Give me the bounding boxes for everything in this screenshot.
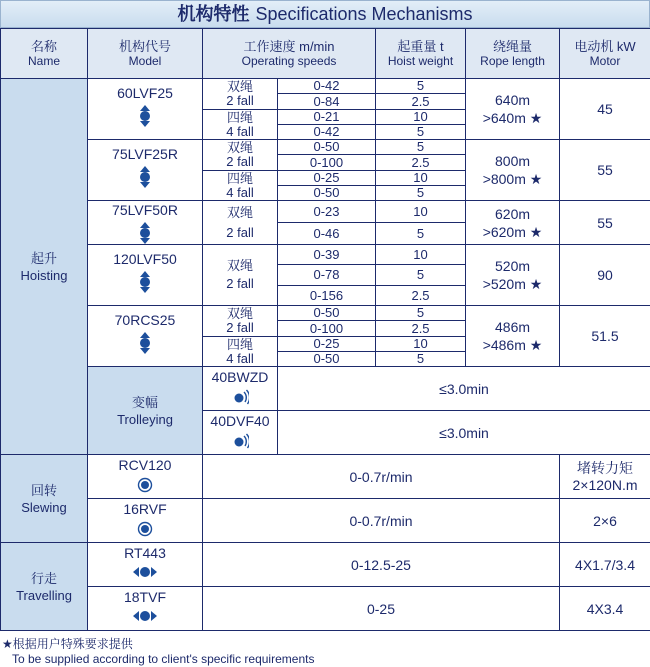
model-name: 75LVF25R — [88, 146, 202, 162]
model-name: 120LVF50 — [88, 251, 202, 267]
weight-cell: 5 — [376, 223, 466, 245]
table-row — [1, 201, 650, 223]
model-name: 18TVF — [88, 589, 202, 605]
header-rope: 绕绳量 Rope length — [466, 29, 560, 79]
trolley-signal-icon — [231, 389, 249, 405]
motor-cell: 51.5 — [560, 306, 650, 367]
hoist-arrow-icon — [138, 271, 152, 293]
category-travelling: 行走 Travelling — [1, 543, 88, 631]
rope-cell: 520m >520m ★ — [466, 245, 560, 306]
table-row — [1, 140, 650, 155]
fall-cell: 双绳 2 fall — [203, 140, 278, 171]
hoist-arrow-icon — [138, 105, 152, 127]
speed-cell: 0-100 — [278, 155, 376, 171]
model-name: RCV120 — [88, 457, 202, 473]
weight-cell: 5 — [376, 125, 466, 140]
table-row — [1, 245, 650, 265]
motor-cell: 堵转力矩 2×120N.m — [560, 455, 650, 499]
speed-cell: 0-46 — [278, 223, 376, 245]
table-row — [1, 367, 650, 411]
travel-arrow-icon — [133, 565, 157, 579]
header-model: 机构代号 Model — [88, 29, 203, 79]
rope-cell: 800m >800m ★ — [466, 140, 560, 201]
speed-cell: 0-25 — [203, 587, 560, 631]
model-name: 40DVF40 — [203, 413, 277, 429]
weight-cell: 2.5 — [376, 321, 466, 337]
weight-cell: 10 — [376, 110, 466, 125]
model-name: 70RCS25 — [88, 312, 202, 328]
model-cell — [88, 306, 203, 367]
fall-cell: 四绳 4 fall — [203, 337, 278, 367]
header-weight: 起重量 t Hoist weight — [376, 29, 466, 79]
table-row — [1, 79, 650, 94]
header-name: 名称 Name — [1, 29, 88, 79]
weight-cell: 5 — [376, 79, 466, 94]
trolley-signal-icon — [231, 433, 249, 449]
table-row — [1, 455, 650, 499]
weight-cell: 2.5 — [376, 155, 466, 171]
table-row — [1, 499, 650, 543]
speed-cell: 0-42 — [278, 125, 376, 140]
weight-cell: 5 — [376, 306, 466, 321]
speed-cell: 0-156 — [278, 286, 376, 306]
hoist-arrow-icon — [138, 166, 152, 188]
weight-cell: 5 — [376, 352, 466, 367]
motor-cell: 4X3.4 — [560, 587, 650, 631]
speed-cell: 0-100 — [278, 321, 376, 337]
weight-cell: 2.5 — [376, 94, 466, 110]
model-cell — [203, 367, 278, 411]
weight-cell: 5 — [376, 140, 466, 155]
speed-cell: 0-39 — [278, 245, 376, 265]
footnote — [2, 637, 314, 667]
motor-cell: 55 — [560, 140, 650, 201]
weight-cell: 10 — [376, 201, 466, 223]
speed-cell: 0-78 — [278, 265, 376, 286]
table-row — [1, 306, 650, 321]
motor-cell: 55 — [560, 201, 650, 245]
category-slewing: 回转 Slewing — [1, 455, 88, 543]
motor-cell: 2×6 — [560, 499, 650, 543]
table-row — [1, 543, 650, 587]
rope-cell: 640m >640m ★ — [466, 79, 560, 140]
speed-cell: 0-50 — [278, 140, 376, 155]
weight-cell: 5 — [376, 186, 466, 201]
motor-cell: 45 — [560, 79, 650, 140]
model-cell — [88, 79, 203, 140]
footnote-en: To be supplied according to client's specific requirements — [2, 652, 314, 667]
weight-cell: 10 — [376, 337, 466, 352]
fall-cell: 双绳 2 fall — [203, 306, 278, 337]
speed-cell: 0-50 — [278, 186, 376, 201]
model-name: 60LVF25 — [88, 85, 202, 101]
model-cell — [88, 455, 203, 499]
rope-cell: 486m >486m ★ — [466, 306, 560, 367]
fall-cell: 双绳 2 fall — [203, 245, 278, 306]
weight-cell: 2.5 — [376, 286, 466, 306]
hoist-arrow-icon — [138, 332, 152, 354]
model-cell — [88, 245, 203, 306]
speed-cell: 0-25 — [278, 337, 376, 352]
fall-cell: 四绳 4 fall — [203, 171, 278, 201]
speed-cell: 0-0.7r/min — [203, 499, 560, 543]
motor-cell: 4X1.7/3.4 — [560, 543, 650, 587]
speed-cell: 0-21 — [278, 110, 376, 125]
model-name: 16RVF — [88, 501, 202, 517]
motor-cell: 90 — [560, 245, 650, 306]
model-cell — [88, 543, 203, 587]
model-cell — [203, 411, 278, 455]
speed-cell: 0-23 — [278, 201, 376, 223]
category-hoisting: 起升 Hoisting — [1, 79, 88, 455]
header-motor: 电动机 kW Motor — [560, 29, 650, 79]
title-en: Specifications Mechanisms — [255, 4, 472, 24]
model-name: RT443 — [88, 545, 202, 561]
speed-cell: 0-12.5-25 — [203, 543, 560, 587]
speed-cell: ≤3.0min — [278, 411, 650, 455]
fall-cell: 双绳 2 fall — [203, 201, 278, 245]
model-cell — [88, 499, 203, 543]
page-title — [0, 0, 650, 28]
spec-table — [0, 28, 650, 631]
model-cell — [88, 201, 203, 245]
fall-cell: 双绳 2 fall — [203, 79, 278, 110]
travel-arrow-icon — [133, 609, 157, 623]
speed-cell: 0-25 — [278, 171, 376, 186]
weight-cell: 10 — [376, 245, 466, 265]
category-trolleying: 变幅 Trolleying — [88, 367, 203, 455]
weight-cell: 5 — [376, 265, 466, 286]
hoist-arrow-icon — [138, 222, 152, 244]
speed-cell: 0-50 — [278, 306, 376, 321]
header-row — [1, 29, 650, 79]
fall-cell: 四绳 4 fall — [203, 110, 278, 140]
model-name: 75LVF50R — [88, 202, 202, 218]
model-name: 40BWZD — [203, 369, 277, 385]
slewing-rotate-icon — [137, 521, 153, 537]
speed-cell: 0-0.7r/min — [203, 455, 560, 499]
model-cell — [88, 140, 203, 201]
header-speed: 工作速度 m/min Operating speeds — [203, 29, 376, 79]
rope-cell: 620m >620m ★ — [466, 201, 560, 245]
weight-cell: 10 — [376, 171, 466, 186]
slewing-rotate-icon — [137, 477, 153, 493]
speed-cell: 0-84 — [278, 94, 376, 110]
speed-cell: 0-42 — [278, 79, 376, 94]
table-row — [1, 587, 650, 631]
model-cell — [88, 587, 203, 631]
title-zh: 机构特性 — [177, 4, 249, 24]
speed-cell: ≤3.0min — [278, 367, 650, 411]
speed-cell: 0-50 — [278, 352, 376, 367]
footnote-zh: ★根据用户特殊要求提供 — [2, 637, 314, 652]
